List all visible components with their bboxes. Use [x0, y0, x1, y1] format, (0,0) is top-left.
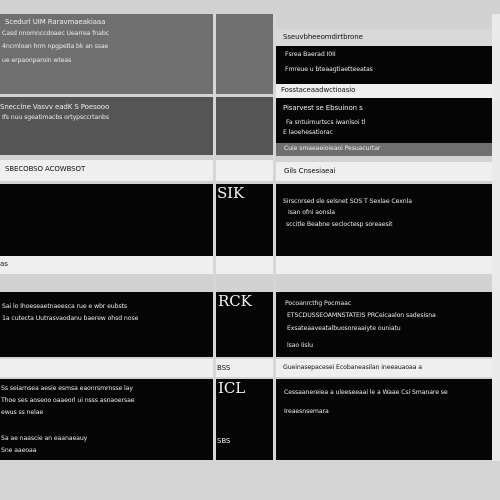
left-middle-panel: [0, 97, 214, 155]
top-left-line-2: Casd nnomnccdoaec Uearrea fnabc: [2, 30, 109, 37]
right-middle-line-1: Pisarvest se Ebsuinon s: [283, 104, 363, 112]
status-row-right: [276, 359, 500, 377]
menu-bar-right-text: Cuie smaeaeioieaoi Pesuacurtar: [284, 145, 381, 152]
block-2-right-line-3: Exsateaaveatalbuosoreaaiyte ouniatu: [287, 325, 401, 332]
top-right-header-text: Sseuvbheeomdirtbrone: [283, 33, 363, 41]
block-1-right: [276, 184, 500, 256]
status-row-code-cell: [216, 359, 273, 377]
block-1-right-line-3: sccitle Beabne secloctesp soreaesit: [286, 221, 393, 228]
top-left-line-1: Scedurl UIM Raravmaeakiaaa: [5, 18, 106, 26]
menu-bar-left-text: SBECOBSO ACOWBSOT: [5, 165, 86, 173]
column-divider-2: [273, 14, 276, 461]
top-right-panel: [276, 46, 500, 84]
block-1-code: SIK: [217, 184, 245, 202]
footer-left-line-1: Sa ae naascie an eaanaeauy: [1, 435, 88, 442]
footer-right-panel: [276, 431, 500, 460]
block-3-right-line-1: Cessaanereiea a uleeseeaai le a Waae Csi Smanare se: [284, 389, 448, 396]
block-2-right: [276, 292, 500, 357]
block-3-right-line-2: Ireaesnsemara: [284, 408, 329, 415]
small-footer-row: [0, 256, 274, 274]
block-2-right-line-4: lsao Iislu: [287, 342, 313, 349]
block-1-right-line-1: Sirscnrsed sle selsnet SOS T Sexlae Cexnla: [283, 198, 412, 205]
block-2-code: RCK: [218, 292, 252, 310]
block-3-right: [276, 379, 500, 431]
top-right-header[interactable]: [276, 29, 500, 46]
left-middle-line-1: Snecclne Vasvv eadK S Poesooo: [0, 103, 110, 111]
footer-code: SBS: [217, 437, 231, 445]
gb-bar[interactable]: [276, 162, 500, 181]
left-middle-line-2: Ifs nuu sgeatimacbs ortypsccrtanbs: [2, 114, 109, 121]
block-2-left-line-1: Sai lo Ihoeseaetnaeesca rue e wbr eubsts: [2, 303, 128, 310]
right-middle-line-3: E laoehesatiorac: [283, 129, 333, 136]
block-2-left: [0, 292, 214, 357]
block-2-right-line-2: ETSCDUSSEOAMNSTATEIS PRCeicaalon sadesisna: [287, 312, 436, 319]
status-row-text: Gueinasepacesei Ecobaneasilan ineeauaoaa a: [283, 364, 422, 371]
top-left-line-4: ue erpaonparoin wteas: [2, 57, 72, 64]
right-middle-line-2: Fa sntuirnurtscs iwanlsoi tl: [286, 119, 366, 126]
block-3-code-cell[interactable]: [216, 379, 273, 431]
block-3-left-line-1: Ss seiarnsea aesie esmsa eaonrsmrnsse lay: [1, 385, 133, 392]
small-footer-right: [276, 256, 500, 274]
block-1-left: [0, 184, 214, 256]
block-3-left-line-3: ewus ss nelae: [1, 409, 44, 416]
middle-gray-cell: [216, 97, 273, 155]
gb-bar-text: Gils Cnsesiaeai: [284, 167, 336, 175]
block-2-right-line-1: Pocoanrcthg Pocmaac: [285, 300, 352, 307]
block-1-right-line-2: Isan ofni aonsla: [288, 209, 335, 216]
second-right-header[interactable]: [276, 84, 500, 98]
block-1-code-cell[interactable]: [216, 184, 273, 256]
block-3-code: ICL: [218, 379, 246, 397]
block-3-left-line-2: Thoe ses aoseoo oaaeorl ui nsss asnaoersae: [1, 397, 135, 404]
top-right-line-1: Fsrea Baerad I0II: [285, 51, 336, 58]
right-middle-panel: [276, 98, 500, 143]
menu-bar[interactable]: [0, 160, 274, 181]
top-middle-panel: [216, 14, 273, 94]
second-right-header-text: Fosstaceaadwctioasio: [281, 86, 356, 94]
small-footer-text: as: [0, 260, 8, 268]
status-row-left: [0, 359, 214, 377]
block-2-code-cell[interactable]: [216, 292, 273, 357]
block-3-left: [0, 379, 214, 431]
block-2-left-line-2: 1a cutecta Uutrasvaodanu baerew ohsd nose: [2, 315, 139, 322]
bottom-border: [0, 461, 500, 500]
footer-left-line-2: Sne aaeoaa: [1, 447, 37, 454]
footer-code-cell: [216, 431, 273, 460]
top-right-line-2: Fmreue u bteaagtiaetteeatas: [285, 66, 373, 73]
status-row-code: BSS: [217, 364, 231, 372]
menu-bar-right-top: [276, 143, 500, 156]
vertical-scrollbar[interactable]: [492, 14, 500, 461]
top-left-panel: [0, 14, 214, 94]
column-divider-1: [213, 14, 216, 461]
footer-left-panel: [0, 431, 214, 460]
top-left-line-3: 4ncmloan hrm npgpetla bk an ssae: [2, 43, 109, 50]
